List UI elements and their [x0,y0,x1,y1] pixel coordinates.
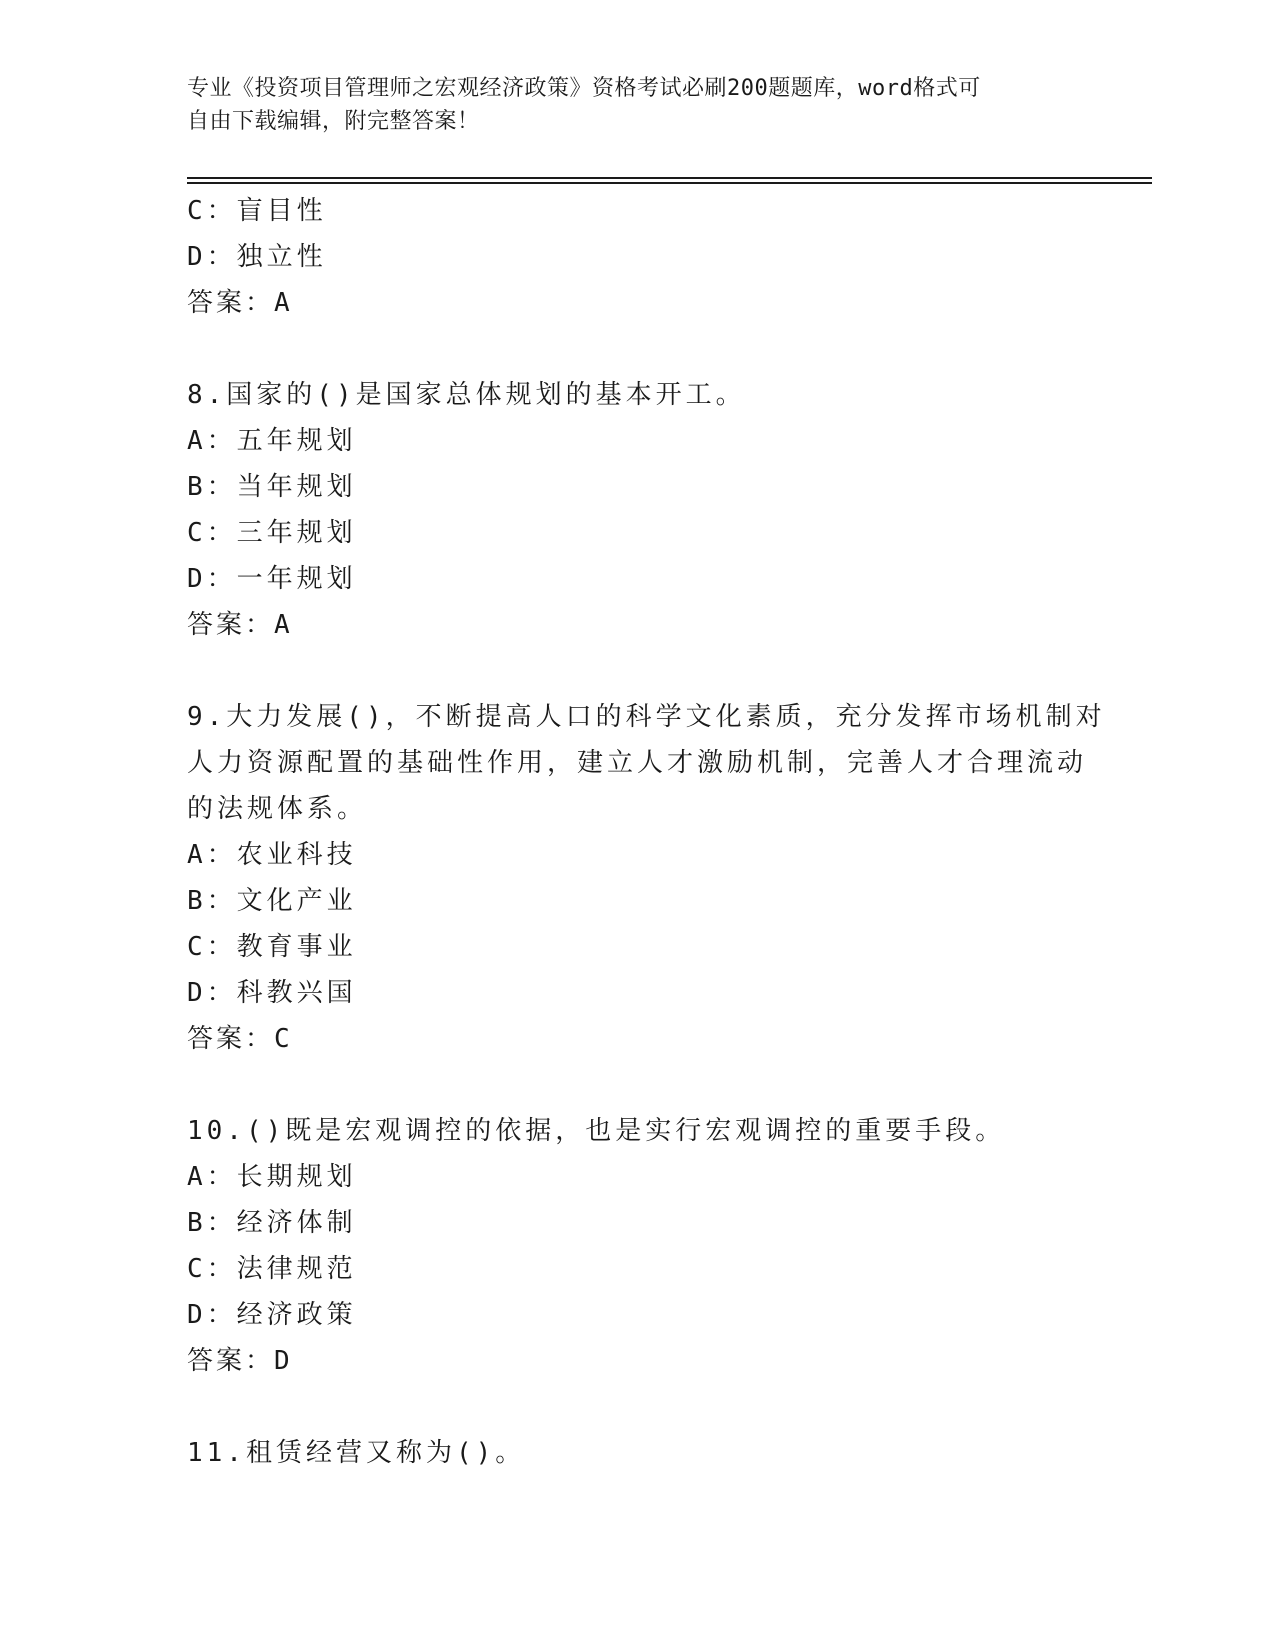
option-b: B：当年规划 [187,472,357,502]
spacer [187,1062,1067,1108]
question-text: 10.()既是宏观调控的依据，也是实行宏观调控的重要手段。 [187,1116,1006,1146]
answer-label: 答案：A [187,610,293,640]
option-a: A：五年规划 [187,426,357,456]
option-b: B：经济体制 [187,1208,357,1238]
option-b: B：文化产业 [187,886,357,916]
option-c: C：法律规范 [187,1254,357,1284]
question-list [187,188,1106,1476]
option-d: D：一年规划 [187,564,357,594]
question-block-11 [187,1430,1067,1476]
header-title-line-2: 自由下载编辑，附完整答案！ [187,109,480,134]
option-d: D：经济政策 [187,1300,357,1330]
question-text: 8.国家的()是国家总体规划的基本开工。 [187,380,746,410]
answer-label: 答案：C [187,1024,293,1054]
option-c: C：盲目性 [187,196,327,226]
question-text-line-1: 9.大力发展()，不断提高人口的科学文化素质，充分发挥市场机制对 [187,702,1106,732]
question-text-line-2: 人力资源配置的基础性作用，建立人才激励机制，完善人才合理流动 [187,748,1088,778]
spacer [187,648,1067,694]
option-a: A：长期规划 [187,1162,357,1192]
option-c: C：三年规划 [187,518,357,548]
option-d: D：科教兴国 [187,978,357,1008]
header-divider-top [187,177,1152,179]
spacer [187,1384,1067,1430]
document-header [187,72,1067,138]
spacer [187,326,1067,372]
question-block-8 [187,372,1067,648]
option-c: C：教育事业 [187,932,357,962]
question-block-prev [187,188,1067,326]
option-a: A：农业科技 [187,840,357,870]
answer-label: 答案：A [187,288,293,318]
header-title-line-1: 专业《投资项目管理师之宏观经济政策》资格考试必刷200题题库，word格式可 [187,76,981,101]
answer-label: 答案：D [187,1346,293,1376]
question-text-line-3: 的法规体系。 [187,794,368,824]
question-block-9 [187,694,1106,1062]
question-text: 11.租赁经营又称为()。 [187,1438,526,1468]
option-d: D：独立性 [187,242,327,272]
header-divider-bottom [187,182,1152,184]
question-block-10 [187,1108,1067,1384]
